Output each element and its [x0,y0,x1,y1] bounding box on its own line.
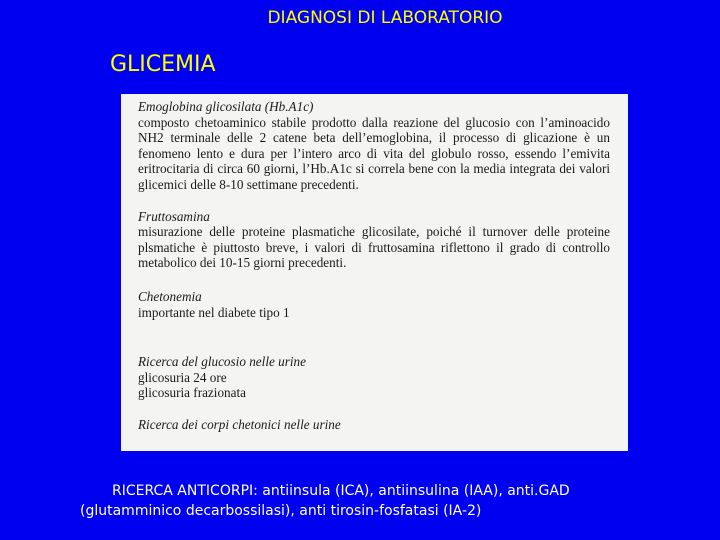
fruttosamina-body: misurazione delle proteine plasmatiche glicosilate, poiché il turnover delle proteine plsmatiche è piuttosto breve, i valori di fruttosamina riflettono il grado di controllo metabolico dei 10-15 giorni precedenti. [138,224,610,271]
ketone-bodies-heading: Ricerca dei corpi chetonici nelle urine [138,416,341,432]
spacer [138,401,610,417]
spacer [138,338,610,354]
spacer [138,320,610,338]
hba1c-body: composto chetoaminico stabile prodotto dalla reazione del glucosio con l’aminoacido NH2 terminale delle 2 catene beta dell’emoglobina, il processo di glicazione è un fenomeno lento e dura per l’intero arco di vita del globulo rosso, essendo l’emivita eritrocitaria di circa 60 giorni, l’Hb.A1c si correla bene con la media integrata dei valori glicemici delle 8-10 settimane precedenti. [138,114,610,192]
chetonemia-heading: Chetonemia [138,288,202,304]
urine-glucose-line-2: glicosuria frazionata [138,385,247,401]
urine-glucose-line-1: glicosuria 24 ore [138,369,227,385]
scanned-text-panel [121,94,628,451]
footer-line-2: (glutamminico decarbossilasi), anti tirosin-fosfatasi (IA-2) [80,503,482,519]
footer-text [80,481,640,521]
spacer [138,271,610,289]
footer-line-1: RICERCA ANTICORPI: antiinsula (ICA), antiinsulina (IAA), anti.GAD [112,483,570,499]
urine-glucose-heading: Ricerca del glucosio nelle urine [138,354,306,370]
slide-subtitle: GLICEMIA [110,52,216,77]
spacer [138,193,610,209]
slide-title: DIAGNOSI DI LABORATORIO [267,8,503,28]
chetonemia-body: importante nel diabete tipo 1 [138,304,290,320]
hba1c-heading: Emoglobina glicosilata (Hb.A1c) [138,99,314,114]
fruttosamina-heading: Fruttosamina [138,208,210,224]
